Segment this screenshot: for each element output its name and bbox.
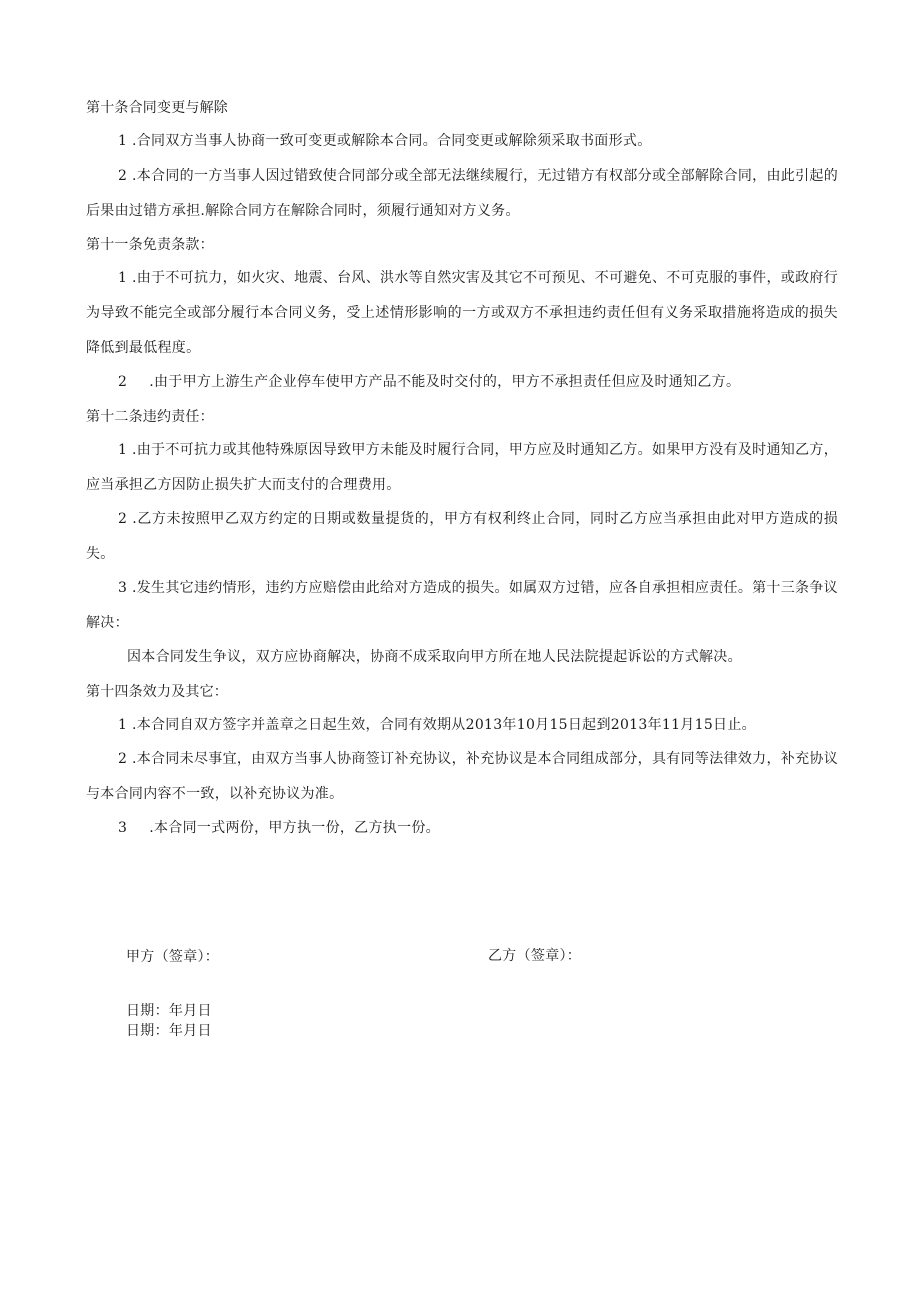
article-11-clause-2 xyxy=(86,365,838,400)
article-11-clause-2-text: .由于甲方上游生产企业停车使甲方产品不能及时交付的，甲方不承担责任但应及时通知乙方。 xyxy=(149,374,741,390)
date-line-2: 日期：年月日 xyxy=(126,1023,212,1039)
article-14-clause-2: 2 .本合同未尽事宜，由双方当事人协商签订补充协议，补充协议是本合同组成部分，具有同等法律效力，补充协议与本合同内容不一致，以补充协议为准。 xyxy=(86,751,838,802)
article-10-clause-2: 2 .本合同的一方当事人因过错致使合同部分或全部无法继续履行，无过错方有权部分或全部解除合同，由此引起的后果由过错方承担.解除合同方在解除合同时，须履行通知对方义务。 xyxy=(86,168,838,219)
article-14-clause-3 xyxy=(86,811,838,846)
article-12-clause-3 xyxy=(86,571,838,641)
party-a-signature-label: 甲方（签章）： xyxy=(126,949,220,965)
article-13-clause-1: 因本合同发生争议，双方应协商解决，协商不成采取向甲方所在地人民法院提起诉讼的方式解决。 xyxy=(127,649,742,665)
article-11-heading: 第十一条免责条款： xyxy=(86,237,214,253)
article-14-heading: 第十四条效力及其它： xyxy=(86,684,228,700)
article-10-clause-1: 1 .合同双方当事人协商一致可变更或解除本合同。合同变更或解除须采取书面形式。 xyxy=(118,133,652,149)
article-12-heading: 第十二条违约责任： xyxy=(86,409,214,425)
article-12-clause-1: 1 .由于不可抗力或其他特殊原因导致甲方未能及时履行合同，甲方应及时通知乙方。如果甲方没有及时通知乙方，应当承担乙方因防止损失扩大而支付的合理费用。 xyxy=(86,442,838,493)
article-10-heading: 第十条合同变更与解除 xyxy=(86,100,228,116)
article-12-clause-3-text: 3 .发生其它违约情形，违约方应赔偿由此给对方造成的损失。如属双方过错，应各自承担相应责任。 xyxy=(118,580,753,596)
article-11-clause-1: 1 .由于不可抗力，如火灾、地震、台风、洪水等自然灾害及其它不可预见、不可避免、不可克服的事件，或政府行为导致不能完全或部分履行本合同义务，受上述情形影响的一方或双方不承担违约责任但有义务采取措施将造成的损失降低到最低程度。 xyxy=(86,270,838,356)
article-14-clause-3-text: .本合同一式两份，甲方执一份，乙方执一份。 xyxy=(149,820,440,836)
party-b-signature-label: 乙方（签章）： xyxy=(488,948,582,964)
article-12-clause-2: 2 .乙方未按照甲乙双方约定的日期或数量提货的，甲方有权利终止合同，同时乙方应当承担由此对甲方造成的损失。 xyxy=(86,511,838,562)
date-line-1: 日期：年月日 xyxy=(126,1003,212,1019)
article-14-clause-3-number: 3 xyxy=(118,820,128,836)
article-14-clause-1: 1 .本合同自双方签字并盖章之日起生效，合同有效期从2013年10月15日起到2013年11月15日止。 xyxy=(118,717,756,733)
article-13-heading: 第十三条争议解决： xyxy=(86,580,838,631)
article-11-clause-2-number: 2 xyxy=(118,374,128,390)
